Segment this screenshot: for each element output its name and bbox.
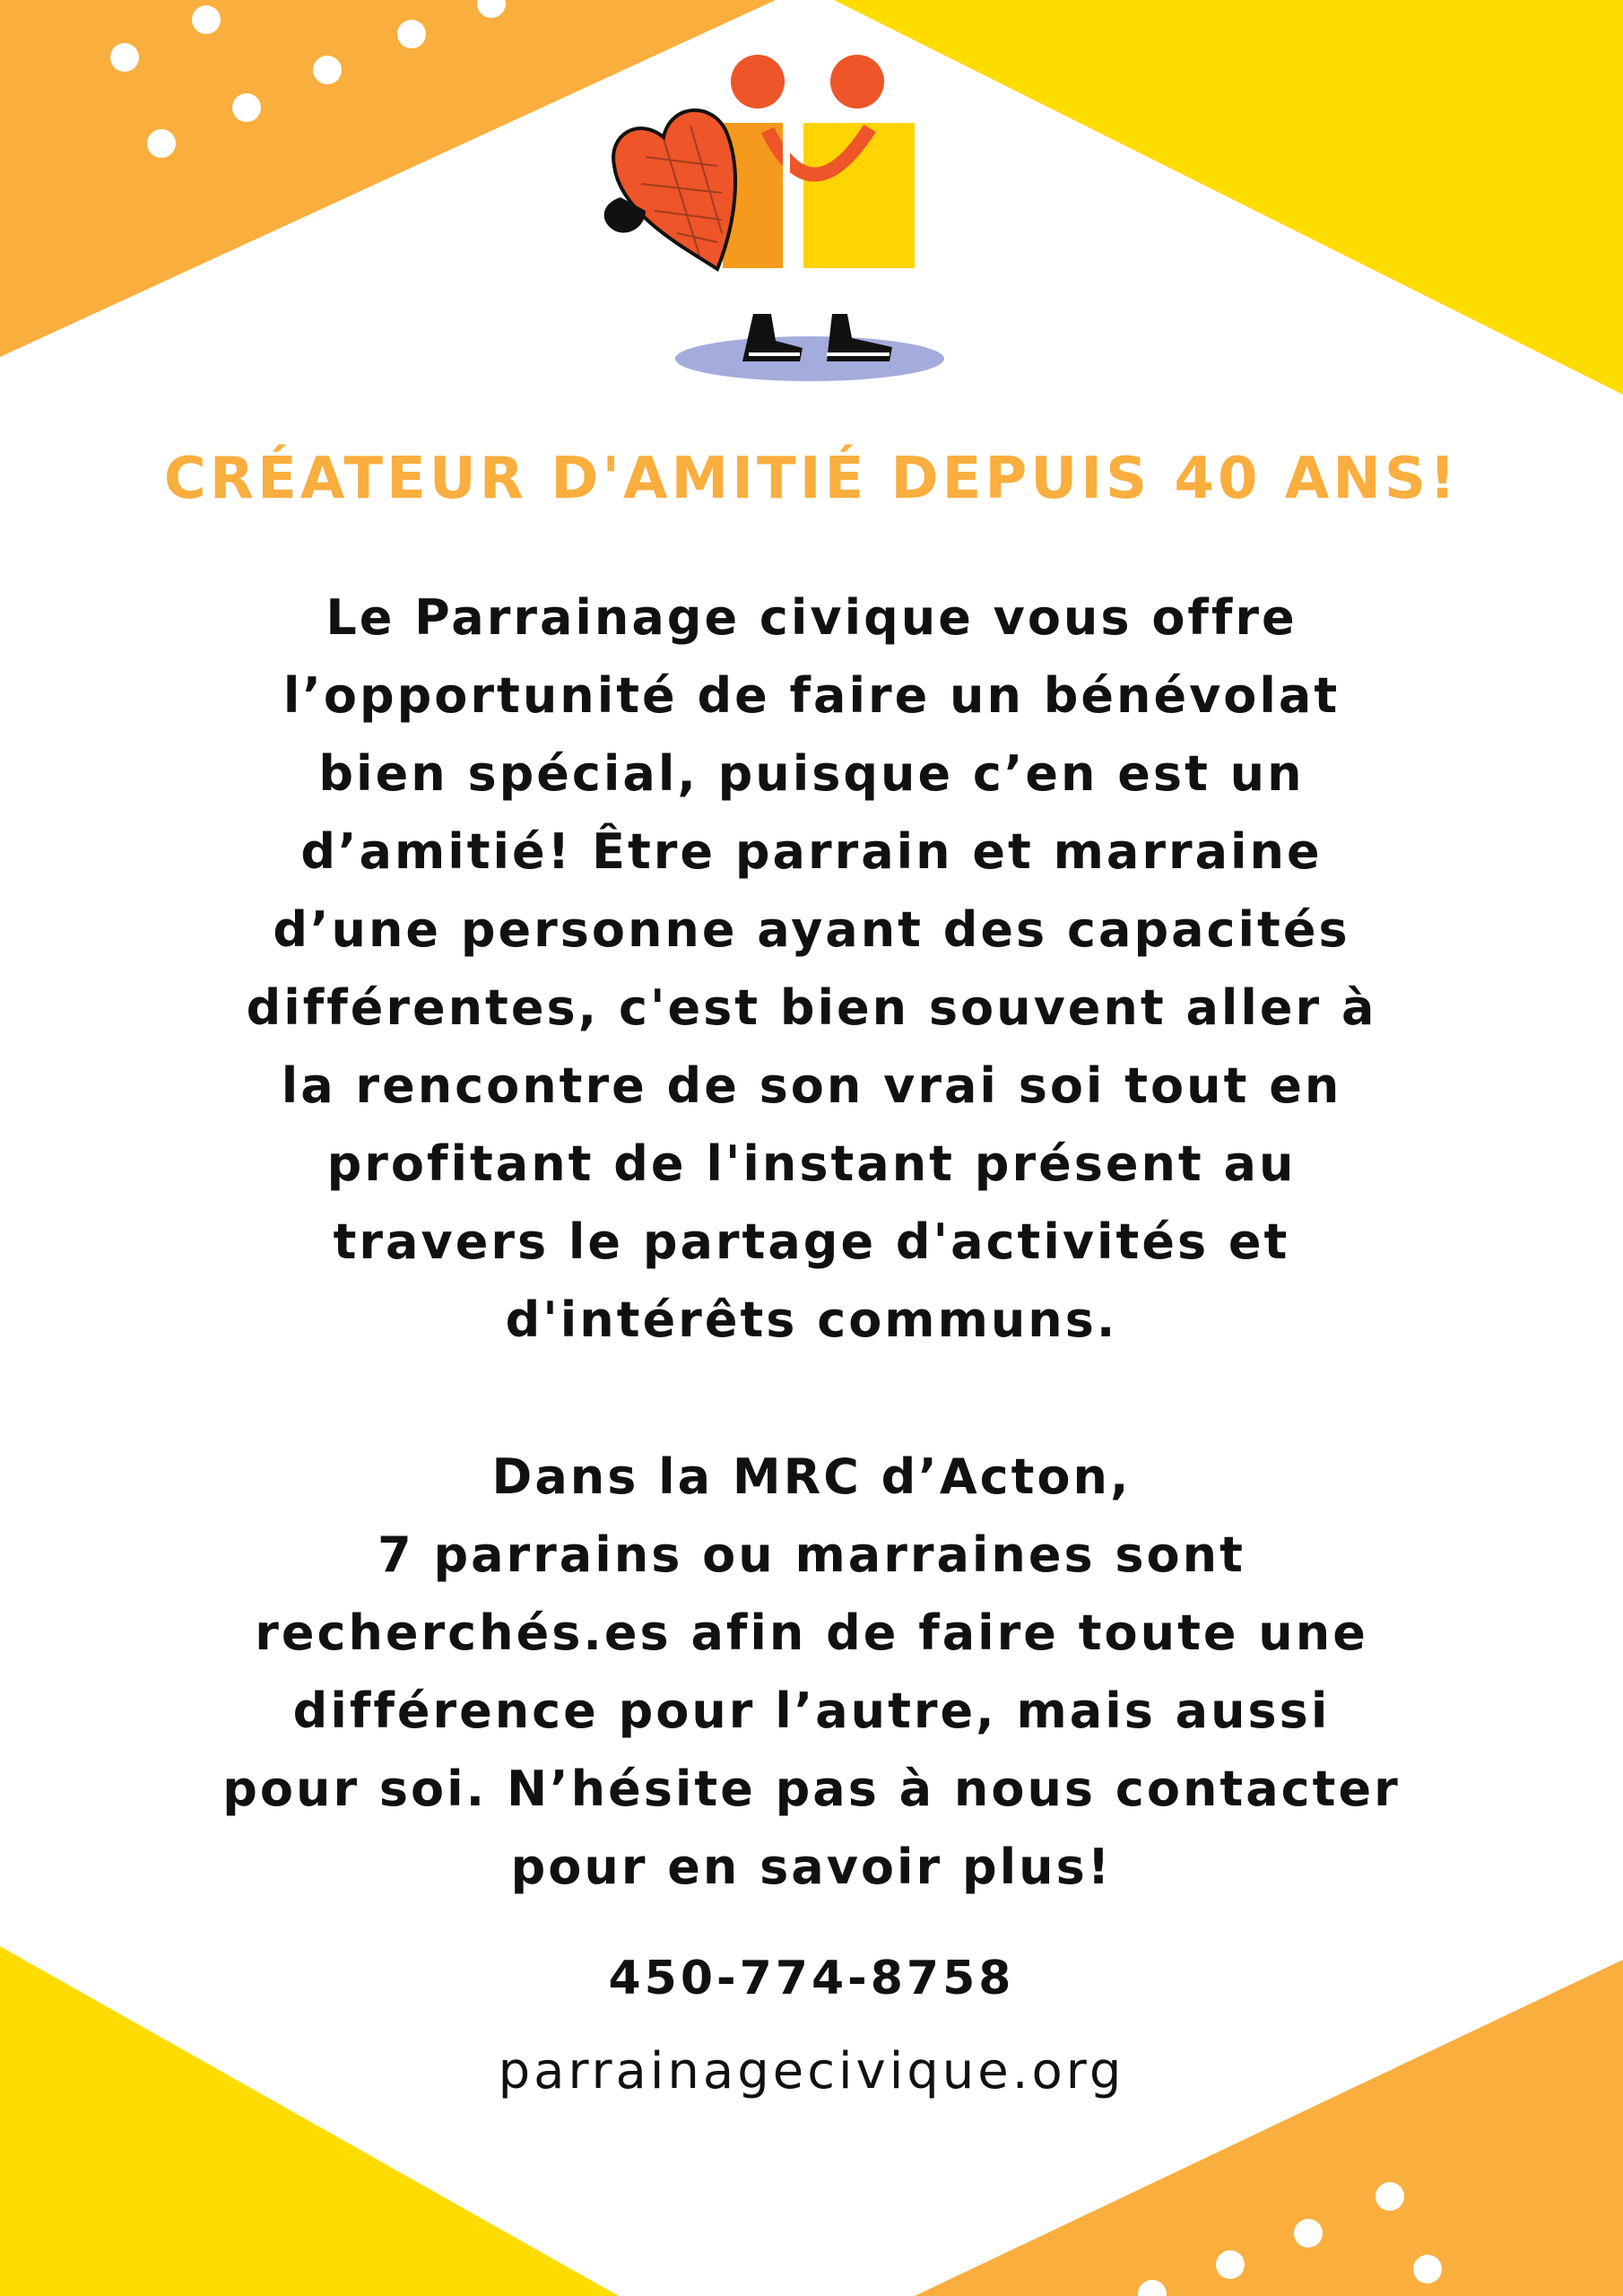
paragraph-line: d’une personne ayant des capacités <box>273 901 1350 958</box>
paragraph-line: travers le partage d'activités et <box>333 1213 1290 1270</box>
paragraph-line: d’amitié! Être parrain et marraine <box>300 823 1323 880</box>
website-link[interactable]: parrainagecivique.org <box>498 2042 1125 2100</box>
paragraph-line: Dans la MRC d’Acton, <box>491 1448 1132 1505</box>
paragraph-line: 7 parrains ou marraines sont <box>378 1526 1245 1583</box>
phone-number[interactable]: 450-774-8758 <box>608 1952 1015 2005</box>
parrainage-civique-logo-icon <box>592 49 950 395</box>
paragraph-line: la rencontre de son vrai soi tout en <box>281 1057 1342 1114</box>
paragraph-call-to-action <box>126 1438 1497 1906</box>
paragraph-line: bien spécial, puisque c’en est un <box>318 745 1305 802</box>
paragraph-line: profitant de l'instant présent au <box>326 1135 1297 1192</box>
paragraph-line: pour en savoir plus! <box>510 1839 1113 1895</box>
paragraph-line: d'intérêts communs. <box>505 1292 1118 1348</box>
puddle-shape <box>675 336 944 381</box>
paragraph-line: pour soi. N’hésite pas à nous contacter <box>222 1761 1401 1817</box>
paragraph-line: Le Parrainage civique vous offre <box>325 589 1298 646</box>
paragraph-line: différence pour l’autre, mais aussi <box>292 1683 1331 1739</box>
heart-icon <box>604 110 735 269</box>
paragraph-line: recherchés.es afin de faire toute une <box>255 1605 1368 1661</box>
person-head-right <box>830 55 884 109</box>
paragraph-line: l’opportunité de faire un bénévolat <box>282 667 1341 724</box>
person-head-left <box>731 55 785 109</box>
paragraph-line: différentes, c'est bien souvent aller à <box>246 979 1377 1036</box>
headline: CRÉATEUR D'AMITIÉ DEPUIS 40 ANS! <box>163 446 1460 512</box>
paragraph-intro <box>126 578 1497 1359</box>
